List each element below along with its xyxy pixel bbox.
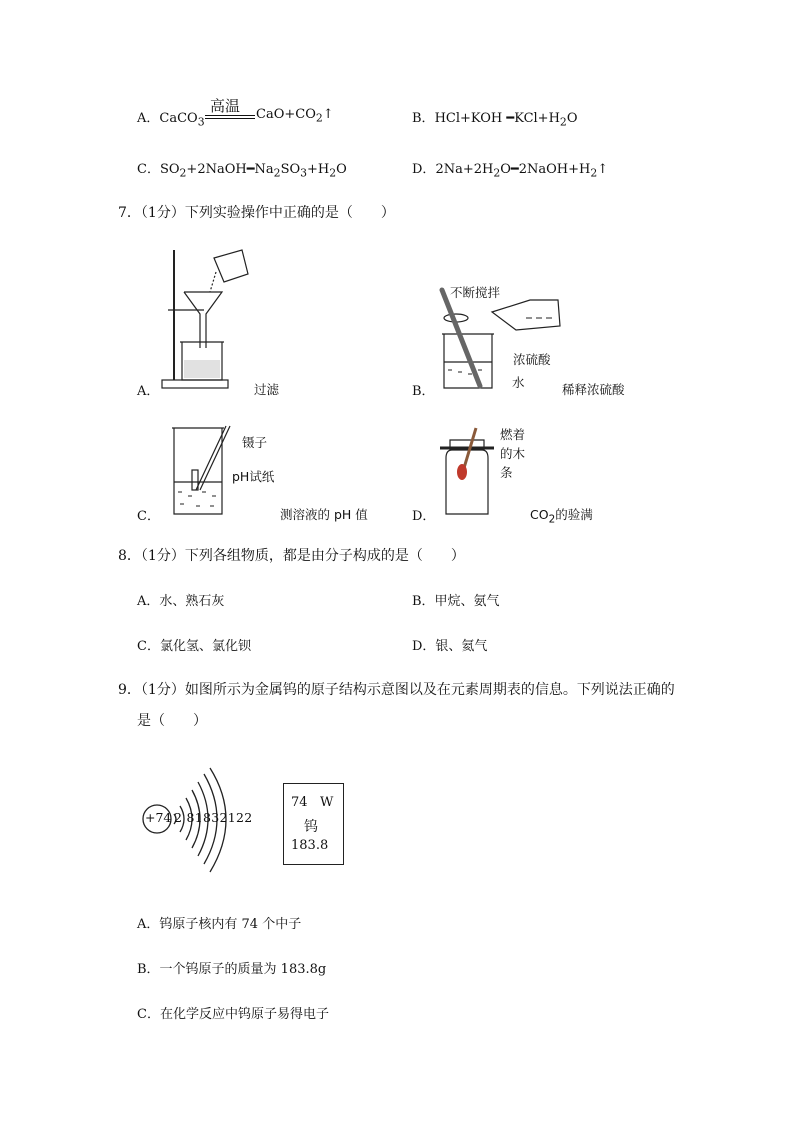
nucleus-charge: +74 bbox=[145, 810, 172, 825]
co2-check-diagram bbox=[440, 428, 500, 520]
atomic-mass: 183.8 bbox=[291, 838, 329, 853]
q6-option-d[interactable]: D．$2Na+2H_2O━2NaOH+H_2↑$ bbox=[412, 162, 609, 180]
stick-label-3: 条 bbox=[500, 465, 513, 480]
q7-option-a-letter[interactable]: A． bbox=[137, 384, 160, 399]
q7-option-c-caption: 测溶液的 pH 值 bbox=[280, 507, 368, 522]
q7-stem: 7．（1分）下列实验操作中正确的是（ ） bbox=[118, 205, 395, 221]
acid-label: 浓硫酸 bbox=[513, 352, 551, 367]
q7-option-c-letter[interactable]: C． bbox=[137, 509, 160, 524]
stick-label-1: 燃着 bbox=[500, 427, 526, 442]
tweezers-label: 镊子 bbox=[242, 435, 268, 450]
stick-label-2: 的木 bbox=[500, 446, 526, 461]
q7-option-b-caption: 稀释浓硫酸 bbox=[562, 382, 625, 397]
q6-reaction-condition: 高温 bbox=[210, 97, 241, 115]
element-symbol: W bbox=[320, 795, 334, 810]
q7-option-d-caption: $CO_2$的验满 bbox=[530, 507, 593, 526]
q8-option-a[interactable]: A．水、熟石灰 bbox=[137, 594, 225, 609]
q7-option-a-caption: 过滤 bbox=[254, 382, 280, 397]
q6-option-a[interactable]: A．CaCO$_3$ bbox=[137, 111, 205, 129]
q6-option-a-rhs: $CaO+CO_2↑$ bbox=[256, 107, 334, 125]
q6-option-c[interactable]: C．$SO_2+2NaOH━Na_2SO_3+H_2O$ bbox=[137, 162, 347, 180]
stir-label: 不断搅拌 bbox=[450, 285, 501, 300]
electron-shells: 2 81832122 bbox=[174, 810, 253, 825]
q6-equals-bar-2 bbox=[205, 118, 255, 119]
filtration-diagram bbox=[160, 248, 260, 390]
q9-stem-line1: 9．（1分）如图所示为金属钨的原子结构示意图以及在元素周期表的信息。下列说法正确的 bbox=[118, 682, 675, 698]
atomic-number: 74 bbox=[291, 795, 308, 810]
q9-option-c[interactable]: C．在化学反应中钨原子易得电子 bbox=[137, 1007, 329, 1022]
q9-option-a[interactable]: A．钨原子核内有 74 个中子 bbox=[137, 917, 302, 932]
ph-paper-label: pH试纸 bbox=[232, 469, 275, 484]
q8-option-b[interactable]: B．甲烷、氨气 bbox=[412, 594, 500, 609]
element-name: 钨 bbox=[304, 819, 318, 835]
q8-option-c[interactable]: C．氯化氢、氯化钡 bbox=[137, 639, 251, 654]
water-label: 水 bbox=[512, 375, 525, 390]
q9-stem-line2: 是（ ） bbox=[137, 713, 207, 729]
q9-option-b[interactable]: B．一个钨原子的质量为 183.8g bbox=[137, 962, 327, 977]
q7-option-b-letter[interactable]: B． bbox=[412, 384, 435, 399]
q6-option-b[interactable]: B．HCl+KOH $━KCl+H_2O$ bbox=[412, 111, 578, 129]
q6-equals-bar bbox=[205, 115, 255, 116]
q8-stem: 8．（1分）下列各组物质，都是由分子构成的是（ ） bbox=[118, 548, 465, 564]
q7-option-d-letter[interactable]: D． bbox=[412, 509, 436, 524]
q8-option-d[interactable]: D．银、氦气 bbox=[412, 639, 488, 654]
option-letter: A． bbox=[137, 111, 160, 126]
